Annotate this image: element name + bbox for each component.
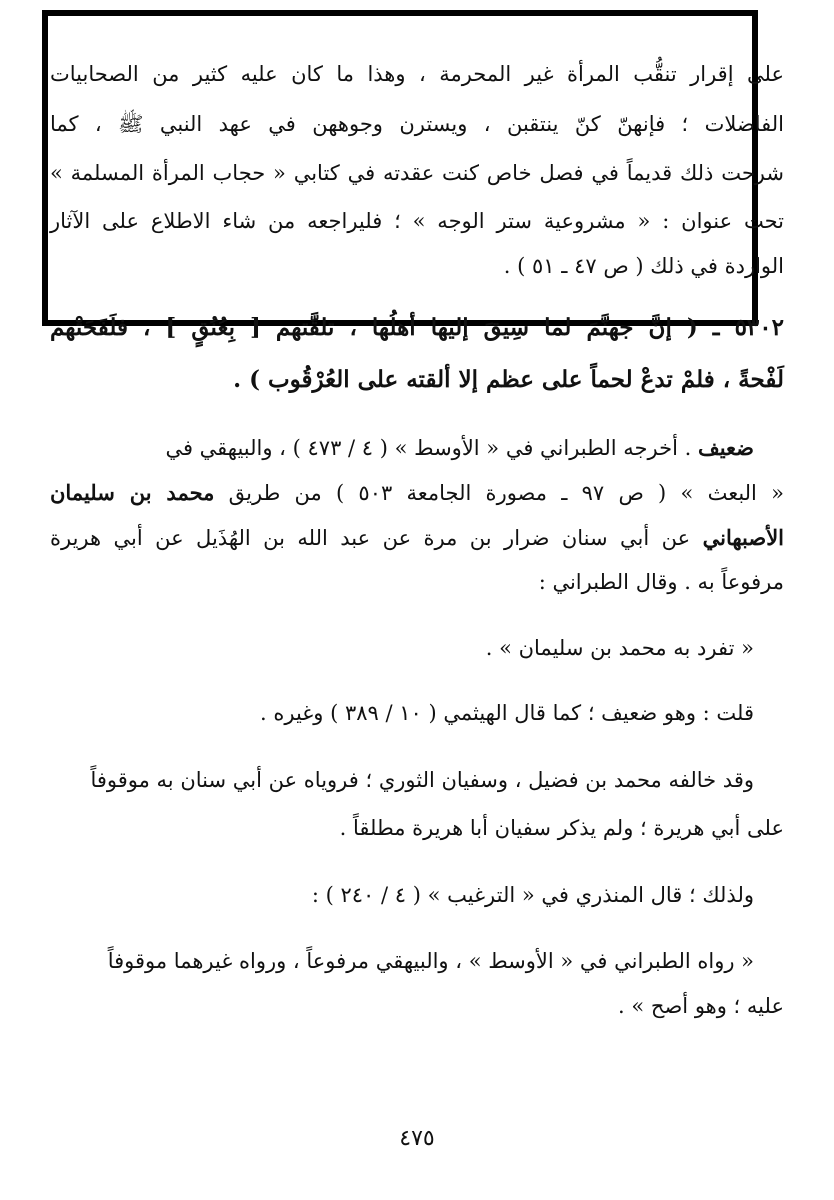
mundhiri-quote-line: « رواه الطبراني في « الأوسط » ، والبيهقي مرفوعاً ، ورواه غيرهما موقوفاً: [107, 949, 754, 973]
boxed-note-line: شرحت ذلك قديماً في فصل خاص كنت عقدته في كتابي « حجاب المرأة المسلمة »: [50, 161, 784, 185]
hadith-text-line: ٥٣٠٢ ـ ( إنَّ جهنَّمَ لما سِيقَ إليها أهلُها ، تلقَّتهم [ بِعُنُقٍ ] ، فلَفَحَتْهم: [50, 314, 784, 341]
hadith-text-line: لَفْحةً ، فلمْ تدعْ لحماً على عظم إلا ألقته على العُرْقُوب ) .: [233, 366, 784, 393]
contradiction-line: وقد خالفه محمد بن فضيل ، وسفيان الثوري ؛ فروياه عن أبي سنان به موقوفاً: [90, 768, 754, 792]
boxed-note-line: الفاضلات ؛ فإنهنّ كنّ ينتقبن ، ويسترن وجوههن في عهد النبي ﷺ ، كما: [50, 112, 784, 136]
takhrij-text: « البعث » ( ص ٩٧ ـ مصورة الجامعة ٥٠٣ ) من طريق: [214, 481, 784, 505]
grade-label: ضعيف: [697, 435, 754, 460]
narrator-name: الأصبهاني: [702, 525, 784, 550]
boxed-note-line: الواردة في ذلك ( ص ٤٧ ـ ٥١ ) .: [503, 254, 784, 278]
boxed-note-line: تحت عنوان : « مشروعية ستر الوجه » ؛ فليراجعه من شاء الاطلاع على الآثار: [50, 209, 784, 233]
author-comment: قلت : وهو ضعيف ؛ كما قال الهيثمي ( ١٠ / ٣٨٩ ) وغيره .: [260, 701, 754, 725]
mundhiri-quote-line: عليه ؛ وهو أصح » .: [618, 994, 784, 1018]
takhrij-line: [50, 477, 784, 509]
takhrij-text: . أخرجه الطبراني في « الأوسط » ( ٤ / ٤٧٣ ) ، والبيهقي في: [165, 436, 698, 460]
takhrij-line: [50, 522, 784, 554]
takhrij-text: عن أبي سنان ضرار بن مرة عن عبد الله بن الهُذَيل عن أبي هريرة: [50, 526, 703, 550]
narrator-name: محمد بن سليمان: [50, 480, 215, 505]
contradiction-line: على أبي هريرة ؛ ولم يذكر سفيان أبا هريرة مطلقاً .: [339, 816, 784, 840]
boxed-note-line: على إقرار تنقُّب المرأة غير المحرمة ، وهذا ما كان عليه كثير من الصحابيات: [50, 62, 784, 86]
mundhiri-intro: ولذلك ؛ قال المنذري في « الترغيب » ( ٤ / ٢٤٠ ) :: [311, 883, 754, 907]
tabarani-quote: « تفرد به محمد بن سليمان » .: [485, 636, 754, 660]
takhrij-line: [50, 432, 754, 464]
page-number: ٤٧٥: [399, 1126, 435, 1151]
takhrij-line: مرفوعاً به . وقال الطبراني :: [538, 570, 784, 594]
